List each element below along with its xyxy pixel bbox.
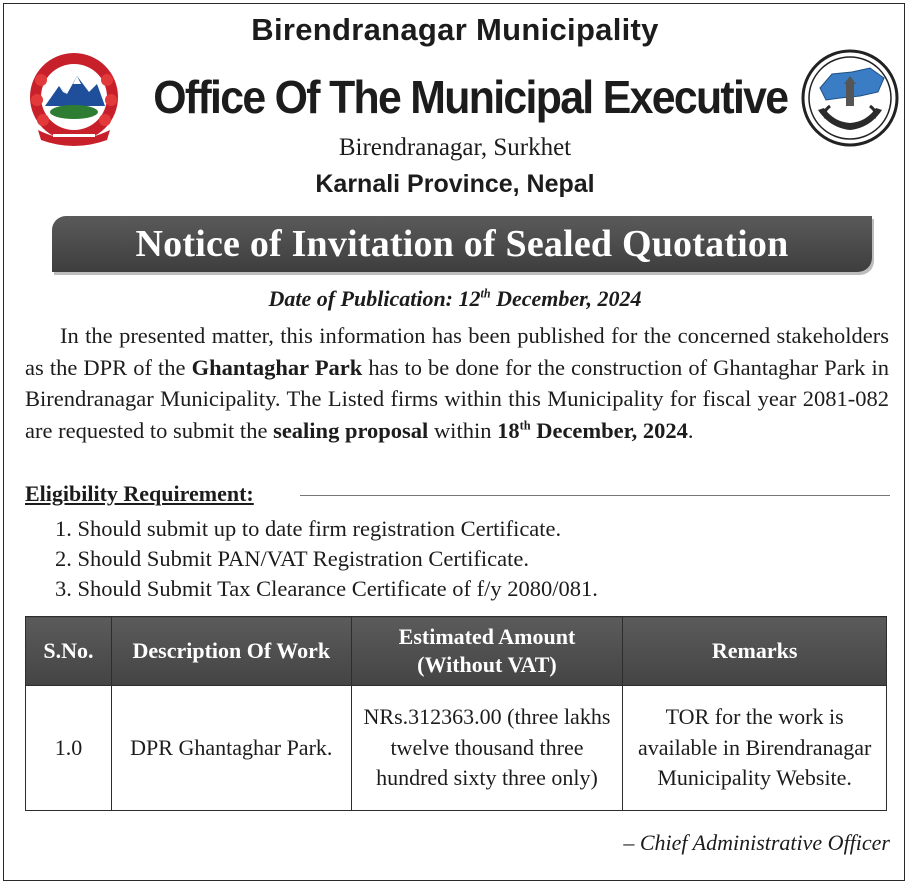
eligibility-heading: Eligibility Requirement: (25, 481, 254, 506)
cell-amount: NRs.312363.00 (three lakhs twelve thousand three hundred sixty three only) (351, 686, 623, 811)
office-title: Office Of The Municipal Executive (153, 71, 788, 123)
publication-date: Date of Publication: 12th December, 2024 (268, 286, 642, 311)
cell-remarks: TOR for the work is available in Birendranagar Municipality Website. (623, 686, 887, 811)
cell-sno: 1.0 (26, 686, 112, 811)
quotation-table (25, 616, 887, 811)
municipality-logo-icon (800, 48, 900, 148)
list-item: 3. Should Submit Tax Clearance Certificate of f/y 2080/081. (55, 576, 598, 601)
cell-description: DPR Ghantaghar Park. (111, 686, 351, 811)
municipality-name: Birendranagar Municipality (251, 12, 659, 47)
header-remarks: Remarks (623, 617, 887, 686)
notice-title: Notice of Invitation of Sealed Quotation (135, 223, 789, 265)
signature: – Chief Administrative Officer (623, 830, 890, 855)
notice-paragraph: In the presented matter, this information has been published for the concerned stakeholders as the DPR of the Ghantaghar Park has to be done for the construction of Ghantaghar Park in Birendranagar Municipality. The Listed firms within this Municipality for fiscal year 2081-082 are requested to submit the sealing proposal within 18th December, 2024. (25, 323, 890, 443)
list-item: 1. Should submit up to date firm registration Certificate. (55, 516, 562, 541)
table-header-row (26, 617, 887, 686)
table-row (26, 686, 887, 811)
list-item: 2. Should Submit PAN/VAT Registration Certificate. (55, 546, 529, 571)
province-name: Karnali Province, Nepal (315, 170, 595, 198)
header-sno: S.No. (26, 617, 112, 686)
divider (300, 495, 890, 496)
office-location: Birendranagar, Surkhet (338, 134, 572, 161)
header-description: Description Of Work (111, 617, 351, 686)
header-amount: Estimated Amount (Without VAT) (351, 617, 623, 686)
eligibility-list (55, 514, 598, 604)
